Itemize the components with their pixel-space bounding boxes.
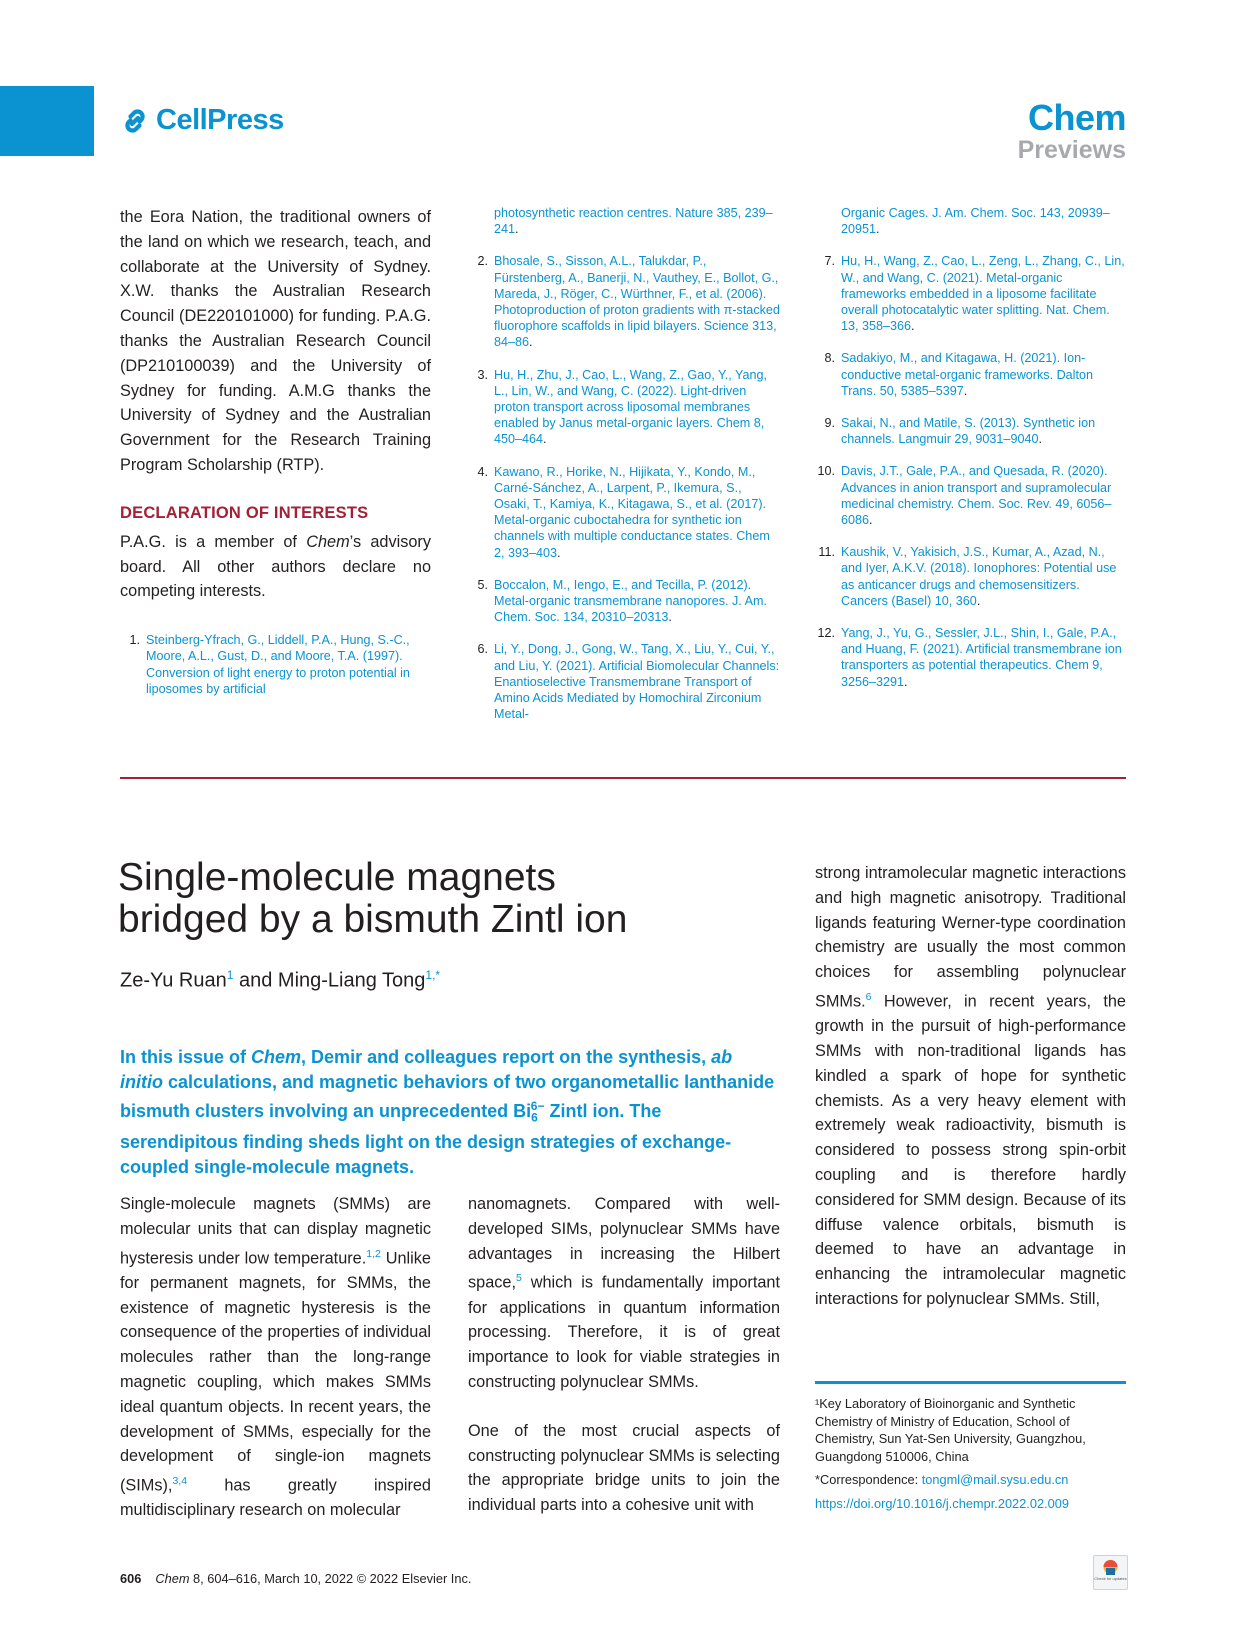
journal-name: Chem	[1027, 97, 1126, 138]
author-name: Ming-Liang Tong	[277, 969, 426, 992]
publisher-name: CellPress	[156, 104, 284, 136]
cellpress-logo[interactable]	[120, 104, 284, 137]
email-link[interactable]: tongml@mail.sysu.edu.cn	[921, 1472, 1069, 1488]
reference-item[interactable]: 1. Steinberg-Yfrach, G., Liddell, P.A., Hung, S.-C., Moore, A.L., Gust, D., and Moore, T.A. (1997). Conversion of light energy to proton potential in liposomes by artificial	[120, 632, 431, 697]
author-name: Ze-Yu Ruan	[120, 969, 227, 992]
reference-item[interactable]: 12. Yang, J., Yu, G., Sessler, J.L., Shin, I., Gale, P.A., and Huang, F. (2021). Artificial transmembrane ion transporters as potential therapeutics. Chem 9, 3256–3291.	[815, 625, 1126, 690]
affiliation-marker[interactable]: 1	[226, 968, 234, 982]
affiliation-text: ¹Key Laboratory of Bioinorganic and Synthetic Chemistry of Ministry of Education, School of Chemistry, Sun Yat-Sen University, Guangzhou, Guangdong 510006, China	[815, 1396, 1086, 1464]
check-for-updates-badge[interactable]	[1093, 1555, 1128, 1590]
top-column-2	[468, 205, 780, 738]
correspondence: *Correspondence: tongml@mail.sysu.edu.cn	[815, 1472, 1069, 1488]
check-updates-icon	[1094, 1556, 1127, 1589]
reference-link[interactable]: Sakai, N., and Matile, S. (2013). Synthetic ion channels. Langmuir 29, 9031–9040.	[841, 416, 1096, 447]
body-column-1: Single-molecule magnets (SMMs) are molecular units that can display magnetic hysteresis under low temperature.$^{1,2}$ Unlike for permanent magnets, for SMMs, the existence of magnetic hysteresis is the consequence of the properties of individual molecules rather than the long-range magnetic coupling, which makes SMMs ideal quantum objects. In recent years, the development of SMMs, especially for the development of single-ion magnets (SIMs),$^{3,4}$ has greatly inspired multidisciplinary research on molecular	[120, 1195, 431, 1520]
reference-item[interactable]: 9. Sakai, N., and Matile, S. (2013). Synthetic ion channels. Langmuir 29, 9031–9040.	[815, 415, 1126, 447]
author-list: Ze-Yu Ruan$^1$ and Ming-Liang Tong$^{1,*}$	[120, 968, 441, 992]
reference-link[interactable]: Sadakiyo, M., and Kitagawa, H. (2021). Ion-conductive metal-organic frameworks. Dalton Trans. 50, 5385–5397.	[841, 351, 1093, 398]
article-divider	[120, 777, 1126, 779]
header-color-tab	[0, 86, 94, 156]
section-name: Previews	[1017, 136, 1126, 164]
article-title: Single-molecule magnets bridged by a bismuth Zintl ion	[118, 856, 628, 941]
reference-link[interactable]: Kawano, R., Horike, N., Hijikata, Y., Kondo, M., Carné-Sánchez, A., Larpent, P., Ikemura, S., Osaki, T., Kamiya, K., Kitagawa, S., et al. (2017). Metal-organic cuboctahedra for synthetic ion channels with multiple conductance states. Chem 2, 393–403.	[494, 464, 770, 560]
affiliation-footnote	[815, 1395, 1126, 1513]
reference-item[interactable]: 8. Sadakiyo, M., and Kitagawa, H. (2021). Ion-conductive metal-organic frameworks. Dalton Trans. 50, 5385–5397.	[815, 350, 1126, 399]
body-paragraph: One of the most crucial aspects of constructing polynuclear SMMs is selecting the appropriate bridge units to join the individual parts into a cohesive unit with	[468, 1421, 780, 1515]
reference-item[interactable]: 11. Kaushik, V., Yakisich, J.S., Kumar, A., Azad, N., and Iyer, A.K.V. (2018). Ionophores: Potential use as anticancer drugs and chemosensitizers. Cancers (Basel) 10, 360.	[815, 544, 1126, 609]
reference-link[interactable]: Bhosale, S., Sisson, A.L., Talukdar, P., Fürstenberg, A., Banerji, N., Vauthey, E., Bollot, G., Mareda, J., Röger, C., Würthner, F., et al. (2006). Photoproduction of proton gradients with π-stacked fluorophore scaffolds in lipid bilayers. Science 313, 84–86.	[494, 254, 780, 350]
reference-item[interactable]: 2. Bhosale, S., Sisson, A.L., Talukdar, P., Fürstenberg, A., Banerji, N., Vauthey, E., Bollot, G., Mareda, J., Röger, C., Würthner, F., et al. (2006). Photoproduction of proton gradients with π-stacked fluorophore scaffolds in lipid bilayers. Science 313, 84–86.	[477, 254, 780, 350]
article-abstract: In this issue of Chem, Demir and colleagues report on the synthesis, ab initio calculations, and magnetic behaviors of two organometallic lanthanide bismuth clusters involving an unprecedented $Bi_6^{6-}$ Zintl ion. The serendipitous finding sheds light on the design strategies of exchange-coupled single-molecule magnets.	[120, 1047, 775, 1177]
reference-item[interactable]: 10. Davis, J.T., Gale, P.A., and Quesada, R. (2020). Advances in anion transport and supramolecular medicinal chemistry. Chem. Soc. Rev. 49, 6056–6086.	[815, 463, 1126, 528]
reference-link[interactable]: Li, Y., Dong, J., Gong, W., Tang, X., Liu, Y., Cui, Y., and Liu, Y. (2021). Artificial Biomolecular Channels: Enantioselective Transmembrane Transport of Amino Acids Mediated by Homochiral Zirconium Metal-	[494, 642, 780, 722]
doi-link[interactable]: https://doi.org/10.1016/j.chempr.2022.02.009	[815, 1495, 1069, 1511]
page-footer: 606 Chem 8, 604–616, March 10, 2022 © 2022 Elsevier Inc.	[120, 1571, 472, 1586]
citation-link[interactable]: 6	[865, 990, 872, 1003]
body-paragraph: nanomagnets. Compared with well-developed SIMs, polynuclear SMMs have advantages in increasing the Hilbert space,$^5$ which is fundamentally important for applications in quantum information processing. Therefore, it is of great importance to look for viable strategies in constructing polynuclear SMMs.	[468, 1195, 780, 1391]
page-number: 606	[120, 1571, 142, 1586]
citation-link[interactable]: 5	[515, 1272, 522, 1285]
reference-link[interactable]: Davis, J.T., Gale, P.A., and Quesada, R. (2020). Advances in anion transport and supramolecular medicinal chemistry. Chem. Soc. Rev. 49, 6056–6086.	[841, 464, 1112, 528]
top-column-3	[815, 205, 1126, 706]
badge-label: Check for updates	[1094, 1576, 1127, 1581]
reference-link[interactable]: Hu, H., Zhu, J., Cao, L., Wang, Z., Gao, Y., Yang, L., Lin, W., and Wang, C. (2022). Light-driven proton transport across liposomal membranes enabled by Janus metal-organic layers. Chem 8, 450–464.	[494, 367, 767, 447]
body-column-2	[468, 1192, 780, 1518]
reference-link[interactable]: Steinberg-Yfrach, G., Liddell, P.A., Hung, S.-C., Moore, A.L., Gust, D., and Moore, T.A. (1997). Conversion of light energy to proton potential in liposomes by artificial	[146, 633, 410, 696]
acknowledgments-text: the Eora Nation, the traditional owners of the land on which we research, teach, and collaborate at the University of Sydney. X.W. thanks the Australian Research Council (DE220101000) for funding. P.A.G. thanks the Australian Research Council (DP210100039) and the University of Sydney for funding. A.M.G thanks the University of Sydney and the Australian Government for the Research Training Program Scholarship (RTP).	[120, 208, 431, 474]
footnote-divider	[815, 1381, 1126, 1384]
declaration-text: P.A.G. is a member of Chem’s advisory board. All other authors declare no competing interests.	[120, 532, 431, 601]
affiliation-marker[interactable]: 1,*	[425, 968, 441, 982]
reference-link[interactable]: Boccalon, M., Iengo, E., and Tecilla, P. (2012). Metal-organic transmembrane nanopores. J. Am. Chem. Soc. 134, 20310–20313.	[494, 577, 767, 625]
cellpress-link-icon	[120, 106, 150, 136]
reference-item[interactable]: 3. Hu, H., Zhu, J., Cao, L., Wang, Z., Gao, Y., Yang, L., Lin, W., and Wang, C. (2022). Light-driven proton transport across liposomal membranes enabled by Janus metal-organic layers. Chem 8, 450–464.	[468, 367, 780, 448]
reference-item[interactable]: 4. Kawano, R., Horike, N., Hijikata, Y., Kondo, M., Carné-Sánchez, A., Larpent, P., Ikemura, S., Osaki, T., Kamiya, K., Kitagawa, S., et al. (2017). Metal-organic cuboctahedra for synthetic ion channels with multiple conductance states. Chem 2, 393–403.	[468, 464, 780, 561]
declaration-heading: DECLARATION OF INTERESTS	[120, 503, 369, 522]
reference-link[interactable]: Hu, H., Wang, Z., Cao, L., Zeng, L., Zhang, C., Lin, W., and Wang, C. (2021). Metal-organic frameworks embedded in a liposome facilitate overall photocatalytic water splitting. Nat. Chem. 13, 358–366.	[841, 254, 1125, 334]
reference-continuation[interactable]: Organic Cages. J. Am. Chem. Soc. 143, 20939–20951.	[841, 206, 1110, 237]
journal-masthead	[1017, 97, 1126, 164]
reference-continuation[interactable]: photosynthetic reaction centres. Nature 385, 239–241.	[494, 206, 773, 237]
citation-link[interactable]: 3,4	[172, 1475, 188, 1488]
body-column-3: strong intramolecular magnetic interactions and high magnetic anisotropy. Traditional ligands featuring Werner-type coordination chemistry are usually the most common choices for assembling polynuclear SMMs.$^6$ However, in recent years, the growth in the pursuit of high-performance SMMs with non-traditional ligands has kindled a spark of hope for synthetic chemists. As a very heavy element with extremely weak radioactivity, bismuth is considered to possess strong spin-orbit coupling and is therefore hardly considered for SMM design. Because of its diffuse valence orbitals, bismuth is deemed to have an advantage in enhancing the intramolecular magnetic interactions for polynuclear SMMs. Still,	[815, 864, 1126, 1308]
reference-link[interactable]: Yang, J., Yu, G., Sessler, J.L., Shin, I., Gale, P.A., and Huang, F. (2021). Artificial transmembrane ion transporters as potential therapeutics. Chem 9, 3256–3291.	[841, 626, 1122, 689]
reference-link[interactable]: Kaushik, V., Yakisich, J.S., Kumar, A., Azad, N., and Iyer, A.K.V. (2018). Ionophores: Potential use as anticancer drugs and chemosensitizers. Cancers (Basel) 10, 360.	[841, 545, 1117, 608]
reference-item[interactable]: 6. Li, Y., Dong, J., Gong, W., Tang, X., Liu, Y., Cui, Y., and Liu, Y. (2021). Artificial Biomolecular Channels: Enantioselective Transmembrane Transport of Amino Acids Mediated by Homochiral Zirconium Metal-	[477, 642, 780, 722]
reference-item[interactable]: 7. Hu, H., Wang, Z., Cao, L., Zeng, L., Zhang, C., Lin, W., and Wang, C. (2021). Metal-organic frameworks embedded in a liposome facilitate overall photocatalytic water splitting. Nat. Chem. 13, 358–366.	[824, 254, 1125, 334]
citation-link[interactable]: 1,2	[366, 1247, 381, 1260]
top-column-1	[120, 205, 431, 713]
reference-item[interactable]: 5. Boccalon, M., Iengo, E., and Tecilla, P. (2012). Metal-organic transmembrane nanopores. J. Am. Chem. Soc. 134, 20310–20313.	[468, 577, 780, 626]
